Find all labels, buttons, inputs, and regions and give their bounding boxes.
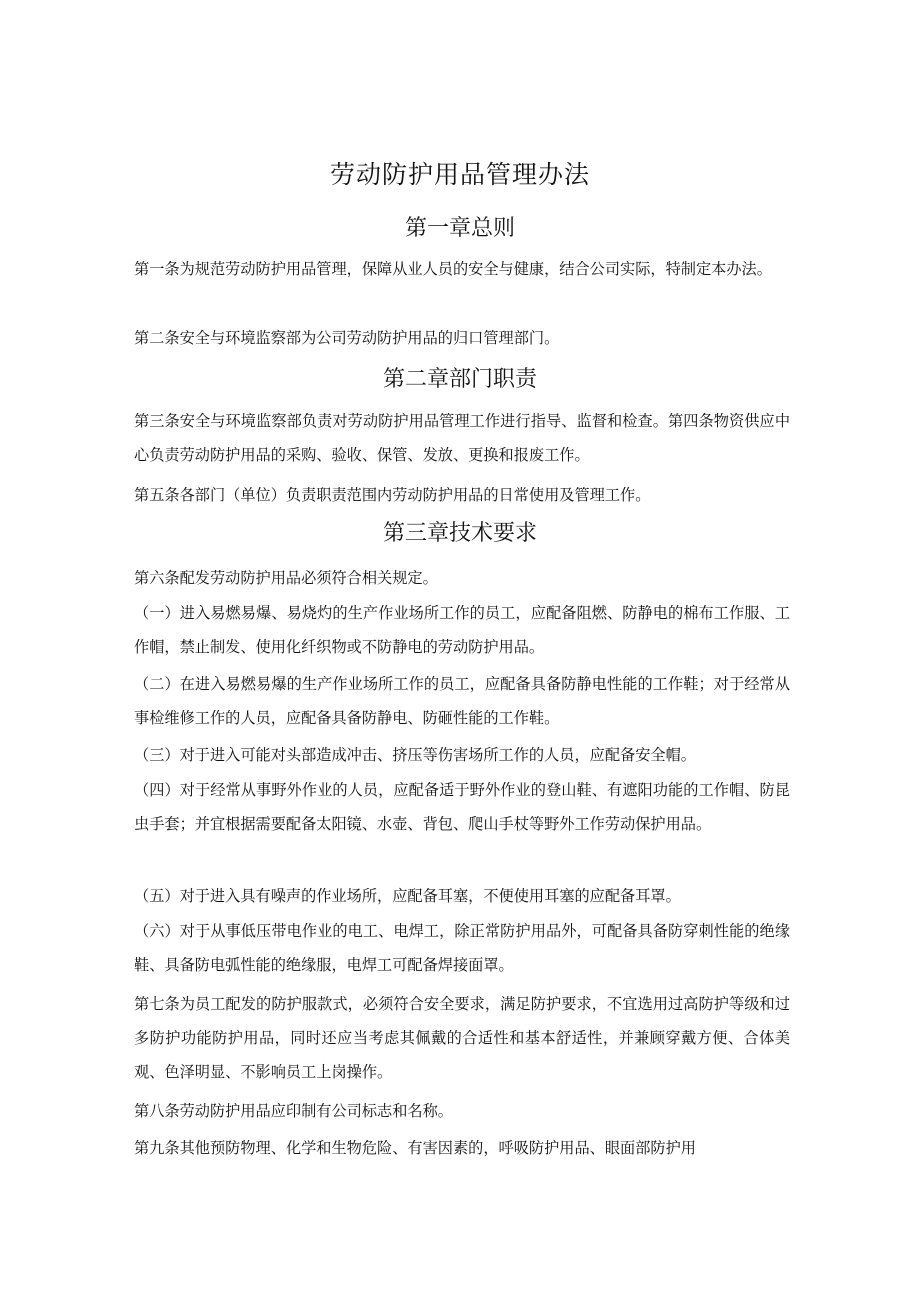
article-6: 第六条配发劳动防护用品必须符合相关规定。 xyxy=(134,569,438,587)
article-3-4: 第三条安全与环境监察部负责对劳动防护用品管理工作进行指导、监督和检查。第四条物资供应中心负责劳动防护用品的采购、验收、保管、发放、更换和报废工作。 xyxy=(134,412,790,464)
article-1: 第一条为规范劳动防护用品管理，保障从业人员的安全与健康，结合公司实际，特制定本办法。 xyxy=(134,260,772,278)
article-9: 第九条其他预防物理、化学和生物危险、有害因素的，呼吸防护用品、眼面部防护用 xyxy=(134,1139,696,1157)
article-2: 第二条安全与环境监察部为公司劳动防护用品的归口管理部门。 xyxy=(134,329,560,347)
article-8: 第八条劳动防护用品应印制有公司标志和名称。 xyxy=(134,1102,453,1120)
article-7: 第七条为员工配发的防护服款式，必须符合安全要求，满足防护要求，不宜选用过高防护等级和过多防护功能防护用品，同时还应当考虑其佩戴的合适性和基本舒适性，并兼顾穿戴方便、合体美观、色泽明显、不影响员工上岗操作。 xyxy=(134,995,790,1081)
clause-1: （一）进入易燃易爆、易烧灼的生产作业场所工作的员工，应配备阻燃、防静电的棉布工作服、工作帽，禁止制发、使用化纤织物或不防静电的劳动防护用品。 xyxy=(134,604,790,656)
clause-4: （四）对于经常从事野外作业的人员，应配备适于野外作业的登山鞋、有遮阳功能的工作帽、防昆虫手套；并宜根据需要配备太阳镜、水壶、背包、爬山手杖等野外工作劳动保护用品。 xyxy=(134,781,790,833)
clause-3: （三）对于进入可能对头部造成冲击、挤压等伤害场所工作的人员，应配备安全帽。 xyxy=(134,746,696,764)
chapter-heading-3: 第三章技术要求 xyxy=(382,521,537,546)
clause-6: （六）对于从事低压带电作业的电工、电焊工，除正常防护用品外，可配备具备防穿刺性能的绝缘鞋、具备防电弧性能的绝缘服，电焊工可配备焊接面罩。 xyxy=(134,922,790,974)
article-5: 第五条各部门（单位）负责职责范围内劳动防护用品的日常使用及管理工作。 xyxy=(134,486,651,504)
chapter-heading-1: 第一章总则 xyxy=(404,216,515,241)
clause-2: （二）在进入易燃易爆的生产作业场所工作的员工，应配备具备防静电性能的工作鞋；对于经常从事检维修工作的人员，应配备具备防静电、防砸性能的工作鞋。 xyxy=(134,675,790,727)
document-title: 劳动防护用品管理办法 xyxy=(329,160,590,189)
clause-5: （五）对于进入具有噪声的作业场所，应配备耳塞，不便使用耳塞的应配备耳罩。 xyxy=(134,887,681,905)
chapter-heading-2: 第二章部门职责 xyxy=(382,367,537,392)
